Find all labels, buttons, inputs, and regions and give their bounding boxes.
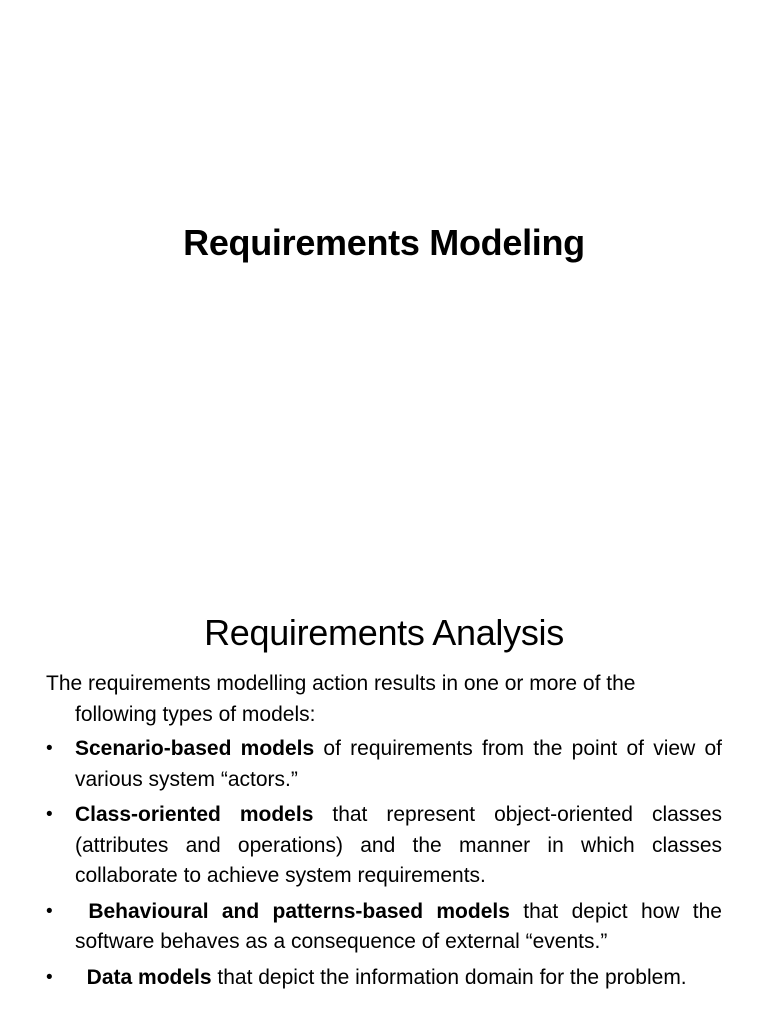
slide-content-heading: Requirements Analysis xyxy=(204,612,564,653)
bullet-marker: • xyxy=(46,966,53,988)
bullet-text: that depict the information domain for the problem. xyxy=(211,965,687,989)
bullet-text: that represent object-oriented classes (attributes and operations) and the manner in which classes collaborate to achieve system requirements. xyxy=(75,803,722,887)
intro-paragraph: The requirements modelling action results in one or more of the following types of models: xyxy=(46,672,636,726)
bullet-marker: • xyxy=(46,738,53,759)
bullet-marker: • xyxy=(46,804,53,825)
bullet-item-behavioural xyxy=(46,897,722,958)
bullet-lead: Scenario-based models xyxy=(75,737,315,760)
bullet-text: of requirements from the point of view of various system “actors.” xyxy=(75,737,723,791)
slide-content xyxy=(0,576,768,1024)
bullet-lead: Data models xyxy=(75,965,212,989)
bullet-item-class-oriented xyxy=(46,800,722,892)
slide-body xyxy=(46,669,722,998)
bullet-lead: Behavioural and patterns-based models xyxy=(75,899,510,923)
bullet-item-data-models xyxy=(46,963,722,994)
bullet-marker: • xyxy=(46,900,53,922)
bullet-text: that depict how the software behaves as a consequence of external “events.” xyxy=(75,899,722,953)
slide-title-heading: Requirements Modeling xyxy=(183,222,585,263)
bullet-lead: Class-oriented models xyxy=(75,803,314,826)
bullet-item-scenario-based xyxy=(46,734,722,795)
bullet-list xyxy=(46,734,722,993)
